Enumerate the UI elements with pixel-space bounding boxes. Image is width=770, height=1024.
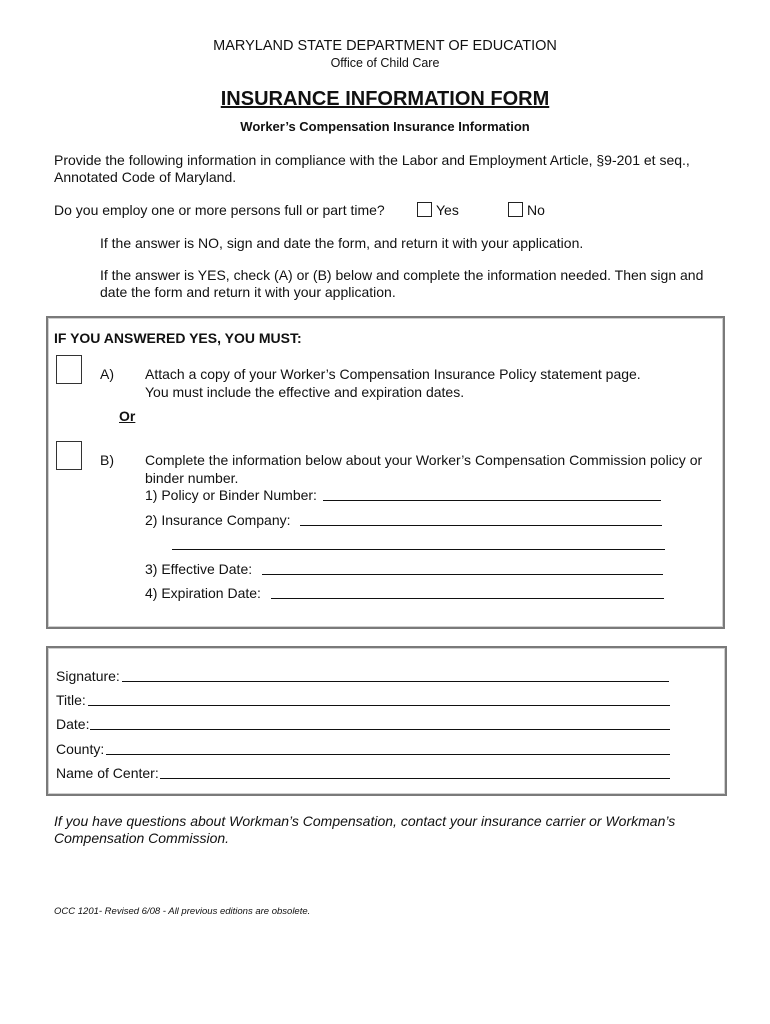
contact-note-line-1: If you have questions about Workman’s Compensation, contact your insurance carrier or Workman’s bbox=[54, 813, 676, 829]
option-b-line-2: binder number. bbox=[145, 470, 239, 486]
policy-number-label: 1) Policy or Binder Number: bbox=[145, 487, 317, 503]
contact-note bbox=[54, 813, 714, 847]
office-name: Office of Child Care bbox=[330, 56, 440, 70]
agency-name: MARYLAND STATE DEPARTMENT OF EDUCATION bbox=[213, 38, 557, 54]
intro-line-2: Annotated Code of Maryland. bbox=[54, 169, 237, 185]
yes-section-heading: IF YOU ANSWERED YES, YOU MUST: bbox=[54, 330, 302, 346]
revision-note: OCC 1201- Revised 6/08 - All previous editions are obsolete. bbox=[54, 906, 311, 917]
expiration-date-field[interactable] bbox=[271, 598, 664, 599]
form-subtitle: Worker’s Compensation Insurance Information bbox=[240, 119, 530, 134]
insurance-company-field[interactable] bbox=[300, 525, 662, 526]
form-title: INSURANCE INFORMATION FORM bbox=[220, 88, 550, 110]
effective-date-label: 3) Effective Date: bbox=[145, 561, 253, 577]
yes-checkbox[interactable] bbox=[417, 202, 432, 217]
center-name-field[interactable] bbox=[160, 778, 670, 779]
title-label: Title: bbox=[56, 692, 86, 708]
employ-question: Do you employ one or more persons full or part time? bbox=[54, 202, 385, 218]
center-name-label: Name of Center: bbox=[56, 765, 159, 781]
yes-instruction-line-1: If the answer is YES, check (A) or (B) below and complete the information needed. Then sign and bbox=[100, 267, 704, 283]
yes-option[interactable] bbox=[417, 202, 459, 218]
title-field[interactable] bbox=[88, 705, 670, 706]
option-b-checkbox[interactable] bbox=[56, 441, 82, 470]
no-option[interactable] bbox=[508, 202, 545, 218]
option-a-line-1: Attach a copy of your Worker’s Compensation Insurance Policy statement page. bbox=[145, 366, 641, 382]
insurance-company-label: 2) Insurance Company: bbox=[145, 512, 291, 528]
county-label: County: bbox=[56, 741, 105, 757]
county-field[interactable] bbox=[106, 754, 670, 755]
signature-field[interactable] bbox=[122, 681, 669, 682]
option-b-line-1: Complete the information below about your Worker’s Compensation Commission policy or bbox=[145, 452, 703, 468]
date-label: Date: bbox=[56, 716, 90, 732]
option-a-letter: A) bbox=[100, 366, 114, 382]
contact-note-line-2: Compensation Commission. bbox=[54, 830, 230, 846]
intro-line-1: Provide the following information in compliance with the Labor and Employment Article, §9-201 et seq., bbox=[54, 152, 690, 168]
expiration-date-label: 4) Expiration Date: bbox=[145, 585, 261, 601]
insurance-company-field-line-2[interactable] bbox=[172, 549, 665, 550]
effective-date-field[interactable] bbox=[262, 574, 663, 575]
option-b-letter: B) bbox=[100, 452, 114, 468]
policy-number-field[interactable] bbox=[323, 500, 661, 501]
no-label: No bbox=[527, 202, 545, 218]
yes-instruction-line-2: date the form and return it with your application. bbox=[100, 284, 396, 300]
signature-label: Signature: bbox=[56, 668, 120, 684]
option-a-checkbox[interactable] bbox=[56, 355, 82, 384]
no-instruction: If the answer is NO, sign and date the form, and return it with your application. bbox=[100, 235, 584, 251]
yes-label: Yes bbox=[436, 202, 459, 218]
no-checkbox[interactable] bbox=[508, 202, 523, 217]
or-label: Or bbox=[119, 408, 136, 424]
date-field[interactable] bbox=[90, 729, 670, 730]
option-a-line-2: You must include the effective and expiration dates. bbox=[145, 384, 465, 400]
